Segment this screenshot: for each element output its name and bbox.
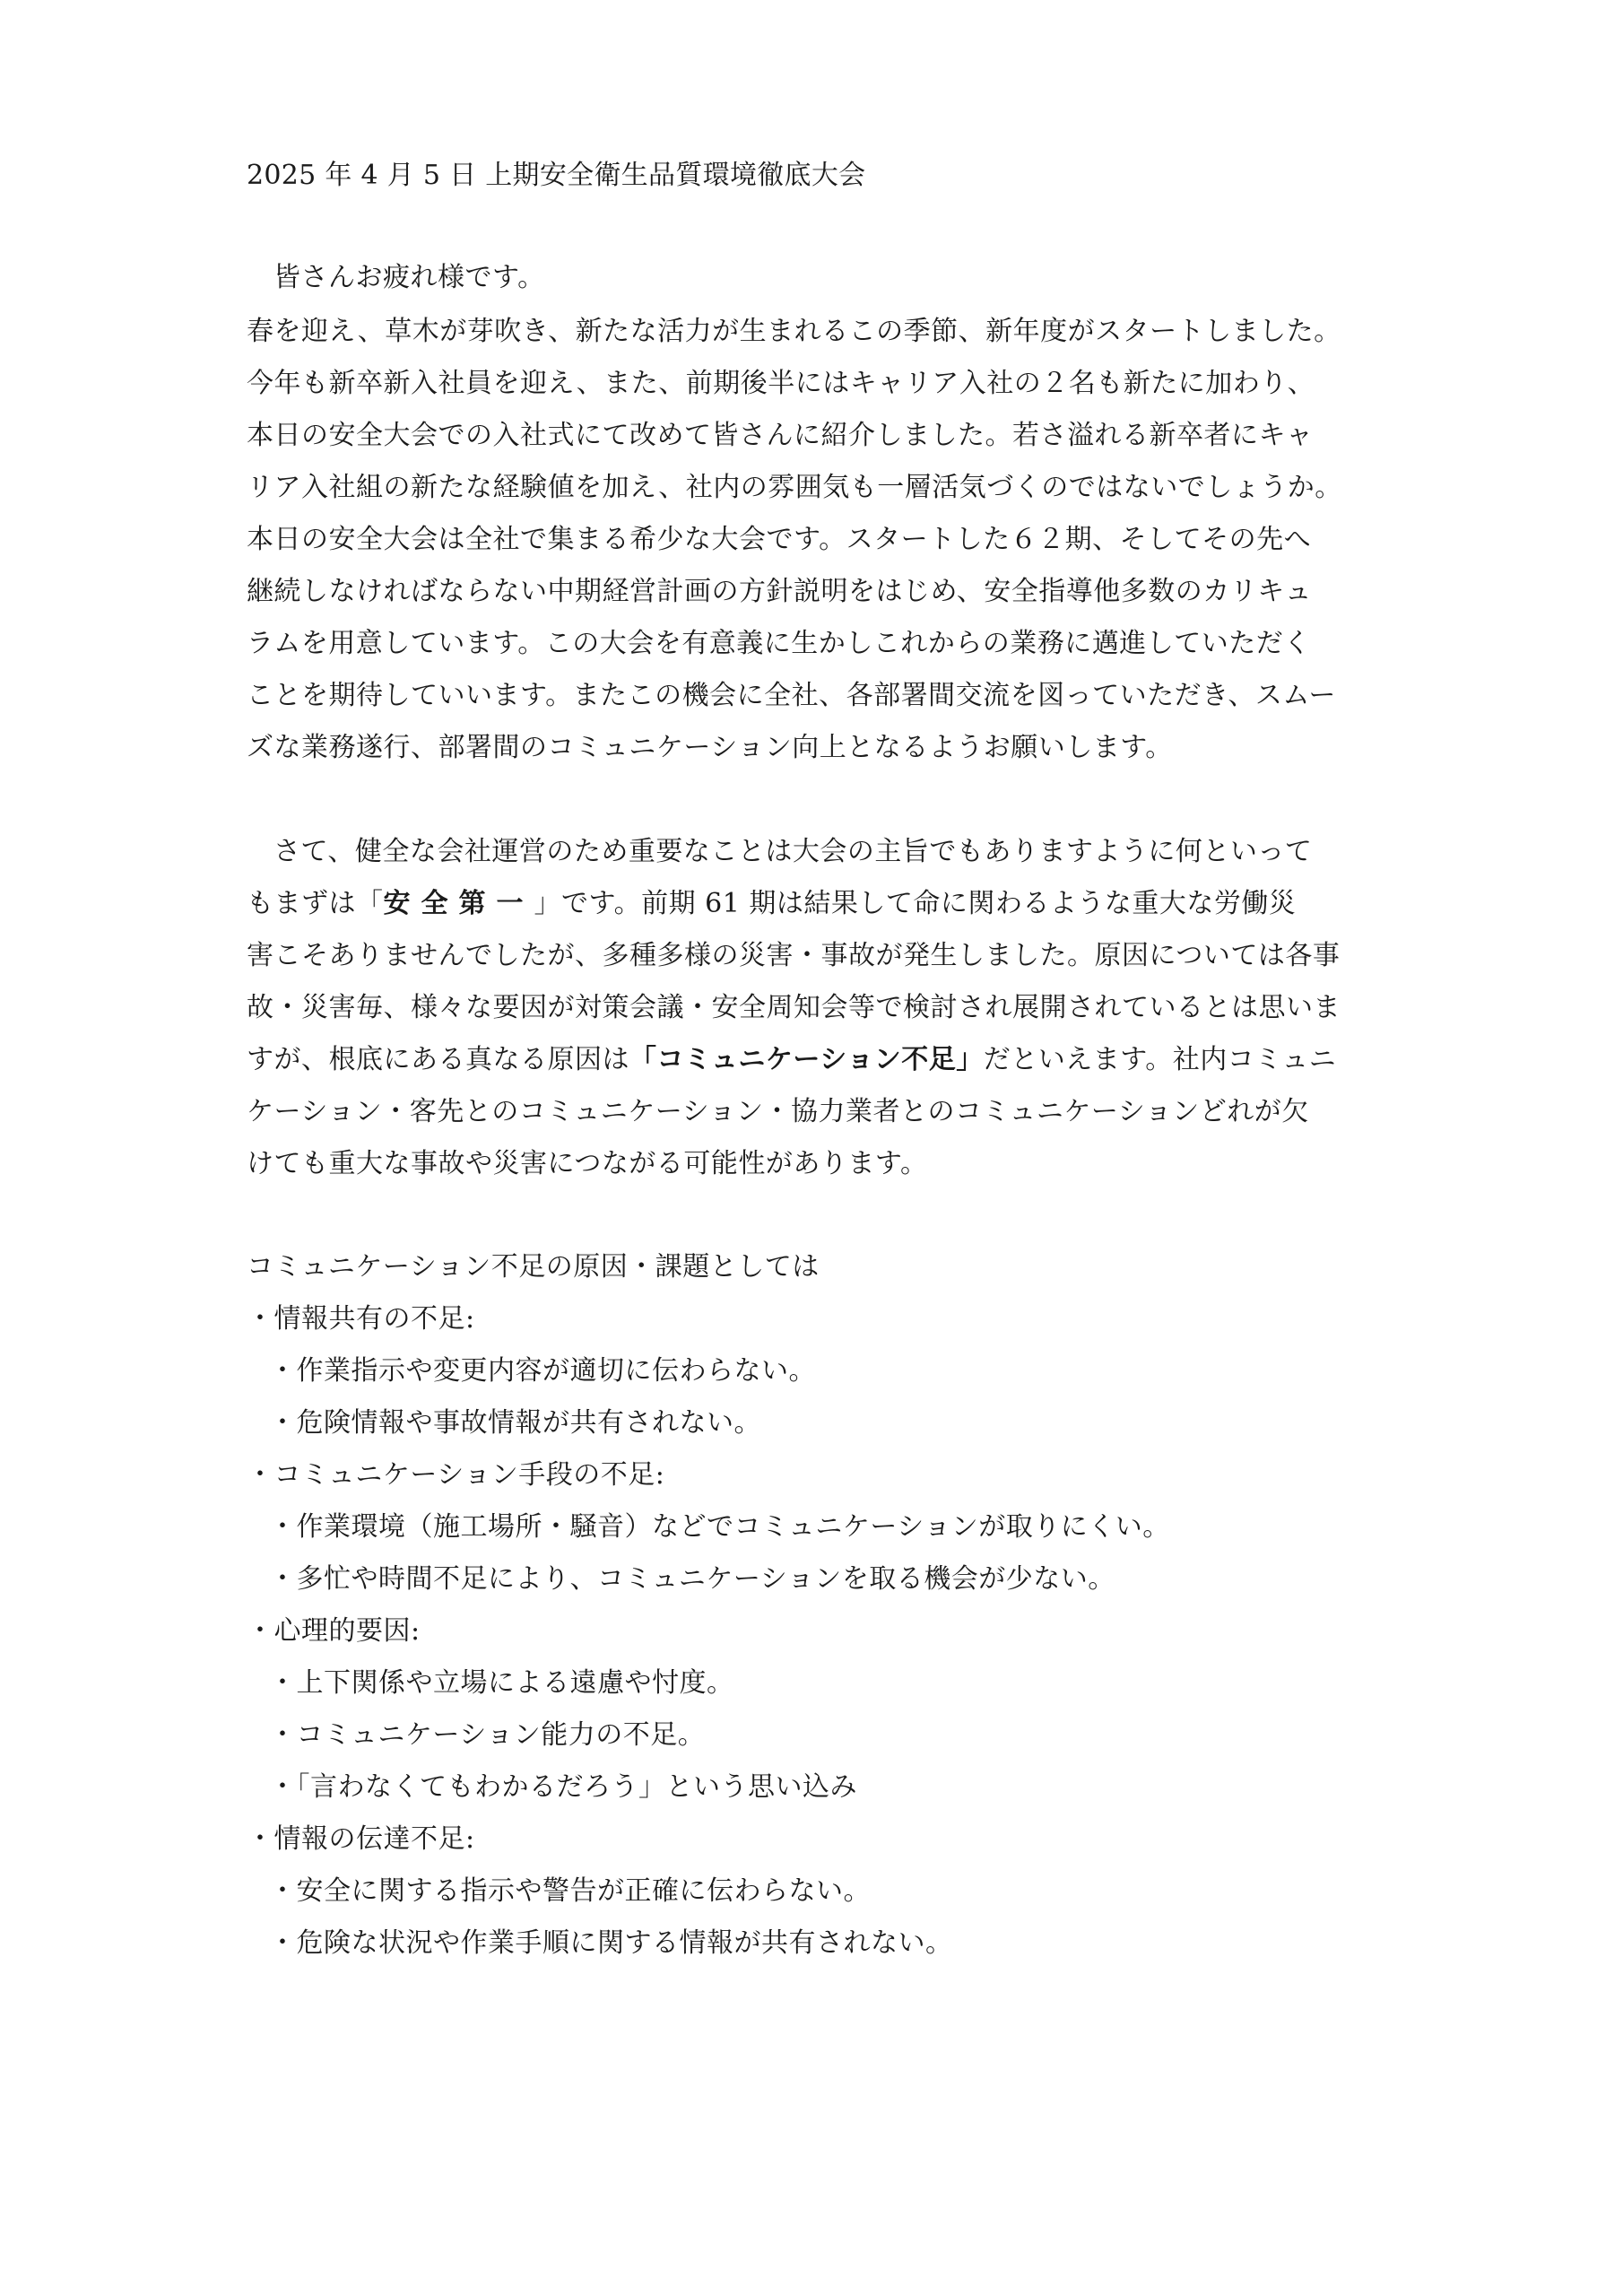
text-span: もまずは「 — [247, 888, 384, 919]
list-item: ・危険情報や事故情報が共有されない。 — [269, 1407, 761, 1439]
paragraph-line: ことを期待していいます。またこの機会に全社、各部署間交流を図っていただき、スムー — [247, 680, 1336, 711]
paragraph-line: 本日の安全大会での入社式にて改めて皆さんに紹介しました。若さ溢れる新卒者にキャ — [247, 420, 1314, 451]
paragraph-line: さて、健全な会社運営のため重要なことは大会の主旨でもありますように何といって — [273, 836, 1313, 867]
paragraph-line: ズな業務遂行、部署間のコミュニケーション向上となるようお願いします。 — [247, 732, 1173, 763]
paragraph-line: 今年も新卒新入社員を迎え、また、前期後半にはキャリア入社の２名も新たに加わり、 — [247, 368, 1315, 399]
paragraph-line: リア入社組の新たな経験値を加え、社内の雰囲気も一層活気づくのではないでしょうか。 — [247, 472, 1342, 503]
text-span: 」です。前期 61 期は結果して命に関わるような重大な労働災 — [534, 888, 1297, 919]
list-heading: ・コミュニケーション手段の不足: — [247, 1459, 665, 1491]
paragraph-line: 本日の安全大会は全社で集まる希少な大会です。スタートした６２期、そしてその先へ — [247, 524, 1312, 555]
paragraph-line: 故・災害毎、様々な要因が対策会議・安全周知会等で検討され展開されているとは思いま — [247, 992, 1341, 1023]
text-span: すが、根底にある真なる原因は — [247, 1044, 629, 1075]
emphasis-communication-shortage: 「コミュニケーション不足」 — [629, 1044, 984, 1075]
list-item: ・コミュニケーション能力の不足。 — [269, 1719, 706, 1751]
list-heading: ・心理的要因: — [247, 1615, 421, 1647]
paragraph-line — [247, 1042, 1336, 1078]
text-span: だといえます。社内コミュニ — [983, 1044, 1337, 1075]
list-item: ・作業環境（施工場所・騒音）などでコミュニケーションが取りにくい。 — [269, 1511, 1170, 1543]
emphasis-safety-first: 安全第一 — [383, 888, 534, 919]
list-heading: ・情報の伝達不足: — [247, 1823, 475, 1855]
paragraph-line: 継続しなければならない中期経営計画の方針説明をはじめ、安全指導他多数のカリキュ — [247, 576, 1313, 607]
paragraph-line: 害こそありませんでしたが、多種多様の災害・事故が発生しました。原因については各事 — [247, 940, 1341, 971]
list-item: ・危険な状況や作業手順に関する情報が共有されない。 — [269, 1927, 953, 1959]
list-intro: コミュニケーション不足の原因・課題としては — [247, 1251, 820, 1283]
list-item: ・上下関係や立場による遠慮や忖度。 — [269, 1667, 734, 1699]
paragraph-line: ケーション・客先とのコミュニケーション・協力業者とのコミュニケーションどれが欠 — [247, 1096, 1309, 1127]
list-item: ・「言わなくてもわかるだろう」という思い込み — [269, 1771, 857, 1803]
paragraph-line: けても重大な事故や災害につながる可能性があります。 — [247, 1148, 928, 1179]
list-item: ・安全に関する指示や警告が正確に伝わらない。 — [269, 1875, 871, 1907]
document-title: 2025 年 4 月 5 日 上期安全衛生品質環境徹底大会 — [247, 160, 866, 191]
paragraph-line: 皆さんお疲れ様です。 — [273, 262, 545, 293]
paragraph-line: ラムを用意しています。この大会を有意義に生かしこれからの業務に邁進していただく — [247, 628, 1311, 659]
paragraph-line: 春を迎え、草木が芽吹き、新たな活力が生まれるこの季節、新年度がスタートしました。 — [247, 316, 1341, 347]
list-item: ・多忙や時間不足により、コミュニケーションを取る機会が少ない。 — [269, 1563, 1115, 1595]
list-item: ・作業指示や変更内容が適切に伝わらない。 — [269, 1355, 816, 1387]
list-heading: ・情報共有の不足: — [247, 1303, 475, 1335]
paragraph-line — [247, 886, 1296, 922]
